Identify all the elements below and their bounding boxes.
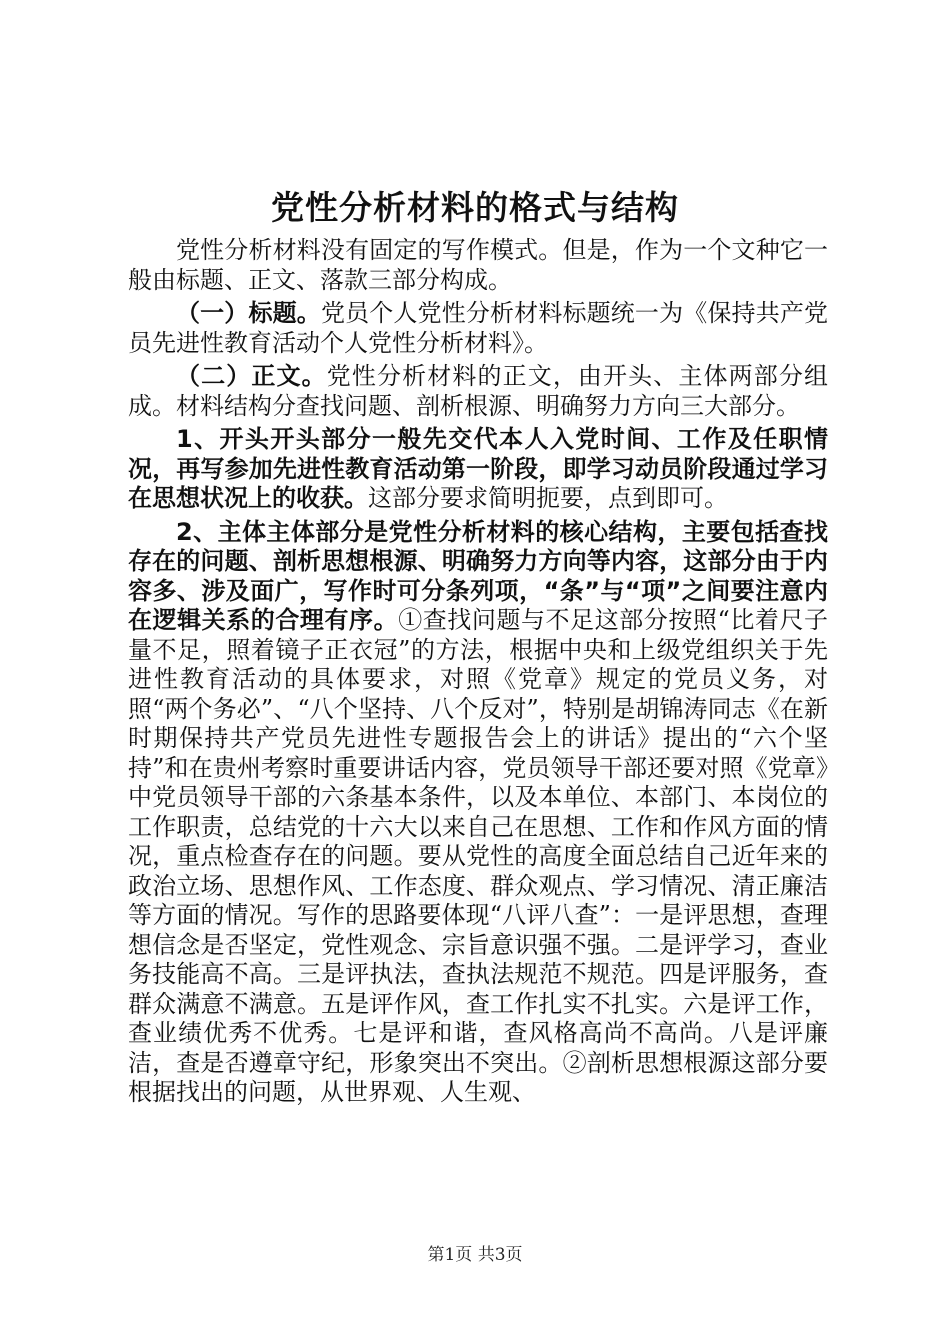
section-body-paragraph xyxy=(128,362,828,421)
section-heading-title: （一）标题。 xyxy=(176,299,321,327)
item-opening-paragraph xyxy=(128,425,828,514)
item-main-bold: 2、主体主体部分是党性分析材料的核心结构，主要包括查找存在的问题、剖析思想根源、明确努力方向等内容，这部分由于内容多、涉及面广，写作时可分条列项，“条”与“项”之间要注意内在逻辑关系的合理有序。 xyxy=(128,517,828,634)
item-opening-bold: 1、开头开头部分一般先交代本人入党时间、工作及任职情况，再写参加先进性教育活动第一阶段，即学习动员阶段通过学习在思想状况上的收获。 xyxy=(128,425,828,512)
document-title: 党性分析材料的格式与结构 xyxy=(271,188,679,227)
document-body xyxy=(128,236,828,1112)
section-heading-body: （二）正文。 xyxy=(176,362,327,390)
item-main-paragraph xyxy=(128,518,828,1108)
section-text-body: 党性分析材料的正文，由开头、主体两部分组成。材料结构分查找问题、剖析根源、明确努力方向三大部分。 xyxy=(128,362,829,420)
section-title-paragraph xyxy=(128,299,828,358)
page-footer: 第1页 共3页 xyxy=(427,1245,523,1265)
section-text-title: 党员个人党性分析材料标题统一为《保持共产党员先进性教育活动个人党性分析材料》。 xyxy=(128,299,829,357)
item-main-text: ①查找问题与不足这部分按照“比着尺子量不足，照着镜子正衣冠”的方法，根据中央和上级党组织关于先进性教育活动的具体要求，对照《党章》规定的党员义务，对照“两个务必”、“八个坚持、八个反对”，特别是胡锦涛同志《在新时期保持共产党员先进性专题报告会上的讲话》提出的“六个坚持”和在贵州考察时重要讲话内容，党员领导干部还要对照《党章》中党员领导干部的六条基本条件，以及本单位、本部门、本岗位的工作职责，总结党的十六大以来自己在思想、工作和作风方面的情况，重点检查存在的问题。要从党性的高度全面总结自己近年来的政治立场、思想作风、工作态度、群众观点、学习情况、清正廉洁等方面的情况。写作的思路要体现“八评八查”：一是评思想，查理想信念是否坚定，党性观念、宗旨意识强不强。二是评学习，查业务技能高不高。三是评执法，查执法规范不规范。四是评服务，查群众满意不满意。五是评作风，查工作扎实不扎实。六是评工作，查业绩优秀不优秀。七是评和谐，查风格高尚不高尚。八是评廉洁，查是否遵章守纪，形象突出不突出。②剖析思想根源这部分要根据找出的问题，从世界观、人生观、 xyxy=(128,606,828,1106)
intro-paragraph: 党性分析材料没有固定的写作模式。但是，作为一个文种它一般由标题、正文、落款三部分构成。 xyxy=(128,236,828,294)
item-opening-text: 这部分要求简明扼要，点到即可。 xyxy=(368,484,728,512)
